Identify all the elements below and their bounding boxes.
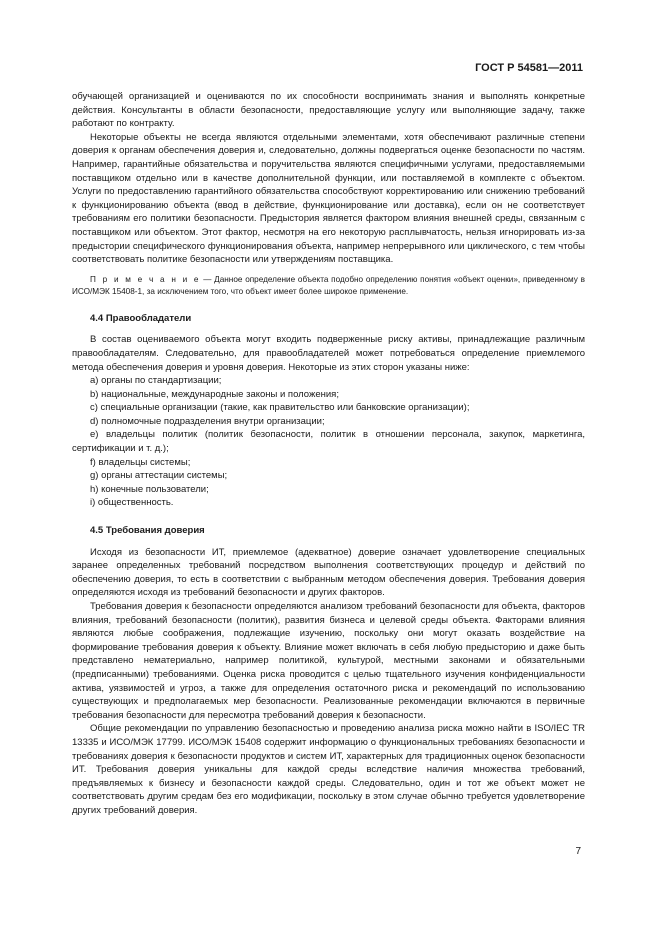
note — [72, 274, 585, 298]
list-item: f) владельцы системы; — [90, 456, 191, 468]
document-header: ГОСТ Р 54581—2011 — [475, 62, 583, 74]
paragraph: обучающей организацией и оцениваются по их способности воспринимать знания и выполнять конкретные действия. Консультанты в области безопасности, предоставляющие услугу или выполняющие задачу, также работают по контракту. — [72, 91, 585, 130]
paragraph: Исходя из безопасности ИТ, приемлемое (адекватное) доверие означает удовлетворение специальных заранее определенных требований посредством выполнения соответствующих процедур и действий по обеспечению доверия, то есть в соответствии с выбранным методом обеспечения доверия. Требования доверия определяются исходя из требований безопасности и других факторов. — [72, 546, 585, 599]
note-text: — Данное определение объекта подобно определению понятия «объект оценки», приведенному в ИСО/МЭК 15408-1, за исключением того, что объект имеет более широкое применение. — [72, 274, 585, 296]
list-item: а) органы по стандартизации; — [90, 375, 222, 387]
paragraph: Общие рекомендации по управлению безопасностью и проведению анализа риска можно найти в ISO/IEC TR 13335 и ИСО/МЭК 17799. ИСО/МЭК 15408 содержит информацию о функциональных требованиях безопасности и требованиях доверия к безопасности продуктов и систем ИТ, характерных для традиционных оценок безопасности ИТ. Требования доверия уникальны для каждой среды вследствие наличия множества требований, предъявляемых к бизнесу и безопасности каждой среды. Следовательно, один и тот же объект может не соответствовать другим средам без его модификации, поскольку в этом случае обычно требуется удовлетворение других требований доверия. — [72, 723, 585, 816]
list-item: е) владельцы политик (политик безопасности, политик в отношении персонала, закупок, маркетинга, сертификации и т. д.); — [72, 429, 585, 455]
stakeholder-list — [72, 374, 585, 510]
list-item: d) полномочные подразделения внутри организации; — [90, 415, 325, 427]
page-content — [72, 90, 585, 818]
page-number: 7 — [575, 846, 581, 857]
paragraph: Требования доверия к безопасности определяются анализом требований безопасности для объекта, факторов влияния, требований безопасности (политик), развития бизнеса и целевой среды объекта. Факторами влияния являются любые соображения, подлежащие изучению, поскольку они могут оказать воздействие на формирование требования доверия к объекту. Влияние может включать в себя любую предысторию и даже быть представлено нематериально, например политикой, культурой, местными законами и обязательными (предписанными) требованиями. Оценка риска проводится с целью тщательного изучения конфиденциальности актива, уязвимостей и угроз, а также для определения остаточного риска и рекомендаций по использованию существующих и предполагаемых мер безопасности. Реализованные рекомендации включаются в первичные требования безопасности для пересмотра требований доверия к безопасности. — [72, 601, 585, 721]
section-heading-4-5: 4.5 Требования доверия — [90, 525, 205, 537]
list-item: с) специальные организации (такие, как правительство или банковские организации); — [90, 402, 470, 414]
list-item: b) национальные, международные законы и положения; — [90, 388, 339, 400]
paragraph: Некоторые объекты не всегда являются отдельными элементами, хотя обеспечивают различные степени доверия к органам обеспечения доверия и, следовательно, должны подвергаться оценке безопасности по частям. Например, гарантийные обязательства и поручительства являются специфичными услугами, предоставляемыми поставщиком отдельно или в качестве дополнительной функции, или поставляемой в комплекте с объектом. Услуги по предоставлению гарантийного обязательства способствуют корректированию или снижению требований к функционированию объекта (ввод в действие, функционирование или доставка), если он не соответствует требованиям его политики безопасности. Предыстория является фактором влияния внешней среды, связанным с поставщиком или объектом. Этот фактор, несмотря на его некоторую расплывчатость, нельзя игнорировать из-за предыстории специфического функционирования объекта, например непрерывного или циклического, с тем чтобы соответствовать политике безопасности или утверждениям поставщика. — [72, 131, 585, 266]
section-heading-4-4: 4.4 Правообладатели — [90, 312, 192, 324]
list-item: h) конечные пользователи; — [90, 483, 209, 495]
paragraph: В состав оцениваемого объекта могут входить подверженные риску активы, принадлежащие различным правообладателям. Следовательно, для правообладателей может потребоваться определение приемлемого метода обеспечения доверия и уровня доверия. Некоторые из этих сторон указаны ниже: — [72, 334, 585, 373]
list-item: g) органы аттестации системы; — [90, 470, 228, 482]
list-item: i) общественность. — [90, 497, 174, 509]
note-label: П р и м е ч а н и е — [90, 274, 201, 284]
